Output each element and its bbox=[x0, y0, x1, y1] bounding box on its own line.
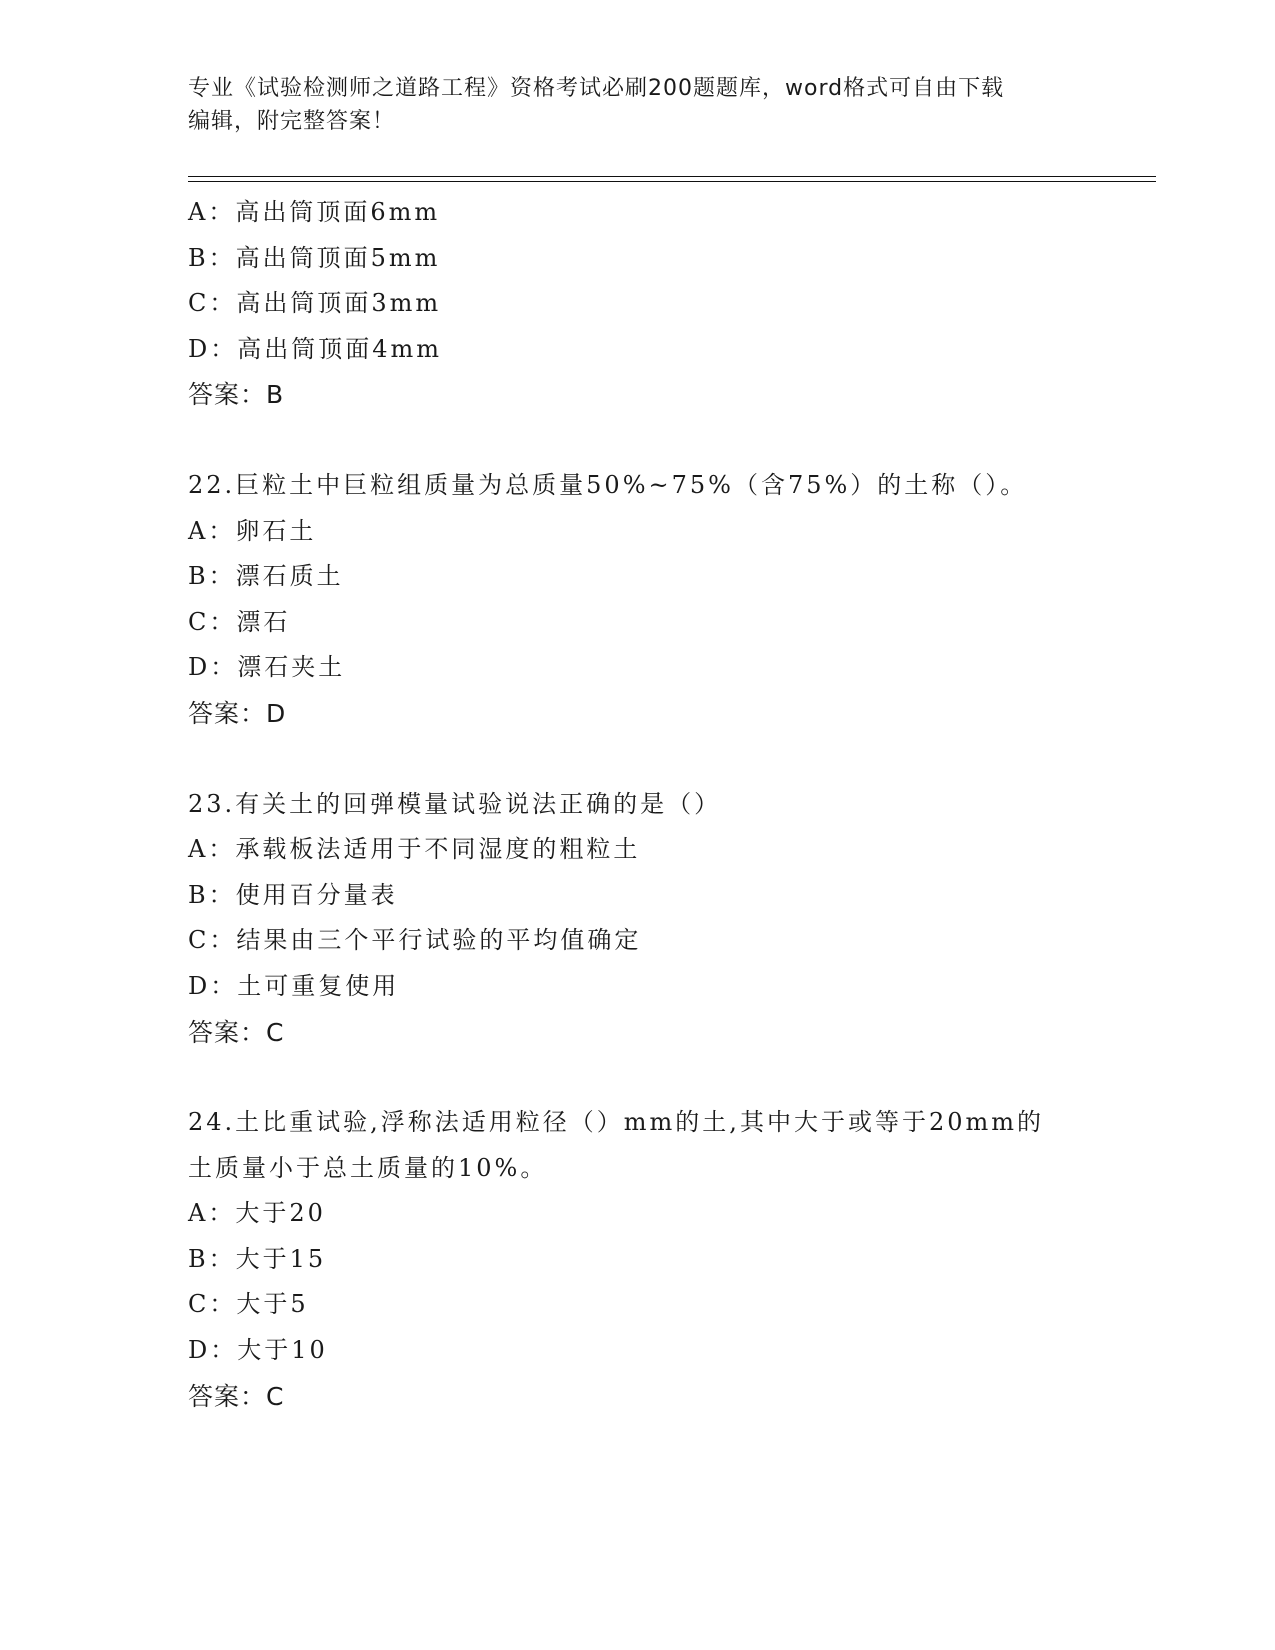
option-a: A：承载板法适用于不同湿度的粗粒土 bbox=[188, 835, 641, 864]
question-stem: 23.有关土的回弹模量试验说法正确的是（） bbox=[188, 789, 722, 818]
answer: 答案：C bbox=[188, 1381, 285, 1411]
header-divider-top bbox=[188, 176, 1156, 177]
question-22 bbox=[188, 463, 1088, 737]
header-line-2: 编辑，附完整答案！ bbox=[188, 109, 396, 134]
question-list bbox=[188, 190, 1088, 1419]
option-a: A：高出筒顶面6mm bbox=[188, 198, 441, 226]
question-23 bbox=[188, 782, 1088, 1056]
answer: 答案：C bbox=[188, 1017, 285, 1047]
option-c: C：漂石 bbox=[188, 607, 291, 636]
option-a: A：卵石土 bbox=[188, 516, 317, 545]
document-header bbox=[188, 72, 1088, 138]
option-a: A：大于20 bbox=[188, 1199, 326, 1228]
question-24 bbox=[188, 1100, 1088, 1419]
question-stem-line-1: 24.土比重试验,浮称法适用粒径（）mm的土,其中大于或等于20mm的 bbox=[188, 1108, 1044, 1137]
question-21-continued bbox=[188, 190, 1088, 418]
header-divider-bottom bbox=[188, 181, 1156, 182]
header-line-1: 专业《试验检测师之道路工程》资格考试必刷200题题库，word格式可自由下载 bbox=[188, 76, 1005, 101]
answer: 答案：D bbox=[188, 698, 287, 728]
option-b: B：高出筒顶面5mm bbox=[188, 243, 441, 272]
option-c: C：大于5 bbox=[188, 1290, 309, 1319]
option-d: D：高出筒顶面4mm bbox=[188, 334, 443, 363]
option-b: B：漂石质土 bbox=[188, 562, 344, 591]
answer: 答案：B bbox=[188, 380, 285, 410]
question-stem: 22.巨粒土中巨粒组质量为总质量50%~75%（含75%）的土称（）。 bbox=[188, 470, 1028, 499]
option-d: D：大于10 bbox=[188, 1336, 328, 1365]
option-b: B：大于15 bbox=[188, 1244, 327, 1273]
question-stem-line-2: 土质量小于总土质量的10%。 bbox=[188, 1153, 548, 1182]
option-c: C：结果由三个平行试验的平均值确定 bbox=[188, 926, 642, 955]
option-b: B：使用百分量表 bbox=[188, 880, 398, 909]
option-c: C：高出筒顶面3mm bbox=[188, 289, 442, 318]
option-d: D：漂石夹土 bbox=[188, 653, 346, 682]
option-d: D：土可重复使用 bbox=[188, 971, 400, 1000]
